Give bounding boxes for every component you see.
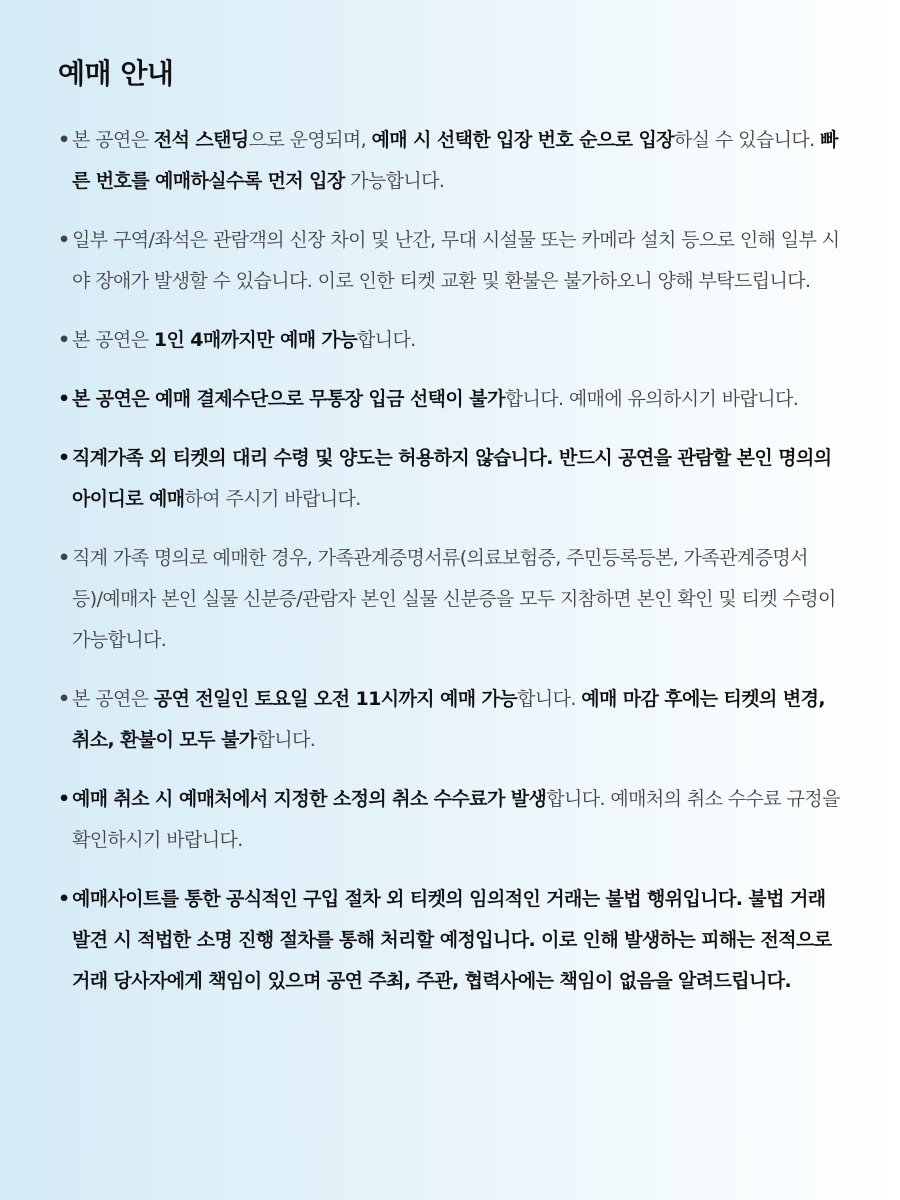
notice-item	[58, 679, 840, 761]
emphasized-text: 전석 스탠딩	[153, 129, 249, 151]
notice-item	[58, 779, 840, 861]
emphasized-text: 1인 4매까지만 예매 가능	[153, 329, 357, 351]
notice-title: 예매 안내	[58, 57, 174, 90]
notice-list	[58, 120, 840, 1002]
notice-text: 하여 주시기 바랍니다.	[184, 488, 361, 510]
bullet-icon: •	[58, 788, 70, 810]
notice-text: 본 공연은	[72, 329, 154, 351]
emphasized-text: 예매 마감 후에는 티켓의 변경, 취소, 환불이 모두 불가	[72, 688, 825, 751]
notice-text: 본 공연은	[72, 129, 154, 151]
notice-item	[58, 220, 840, 302]
emphasized-text: 본 공연은 예매 결제수단으로 무통장 입금 선택이 불가	[72, 388, 505, 410]
notice-text: 합니다.	[356, 329, 416, 351]
notice-item	[58, 379, 840, 420]
emphasized-text: 예매 취소 시 예매처에서 지정한 소정의 취소 수수료가 발생	[72, 788, 547, 810]
notice-item	[58, 538, 840, 661]
notice-text: 으로 운영되며,	[248, 129, 372, 151]
notice-text: 가능합니다.	[344, 170, 445, 192]
bullet-icon: •	[58, 329, 70, 351]
bullet-icon: •	[58, 688, 70, 710]
bullet-icon: •	[58, 547, 70, 569]
notice-text: 하실 수 있습니다.	[673, 129, 820, 151]
emphasized-text: 직계가족 외 티켓의 대리 수령 및 양도는 허용하지 않습니다. 반드시 공연을 관람할 본인 명의의 아이디로 예매	[72, 447, 832, 510]
notice-item	[58, 320, 840, 361]
notice-text: 합니다.	[256, 729, 316, 751]
bullet-icon: •	[58, 447, 70, 469]
notice-text: 일부 구역/좌석은 관람객의 신장 차이 및 난간, 무대 시설물 또는 카메라 설치 등으로 인해 일부 시야 장애가 발생할 수 있습니다. 이로 인한 티켓 교환 및 환불은 불가하오니 양해 부탁드립니다.	[72, 229, 840, 292]
emphasized-text: 공연 전일인 토요일 오전 11시까지 예매 가능	[153, 688, 518, 710]
bullet-icon: •	[58, 388, 70, 410]
notice-text: 본 공연은	[72, 688, 154, 710]
emphasized-text: 예매 시 선택한 입장 번호 순으로 입장	[371, 129, 674, 151]
notice-item	[58, 879, 840, 1002]
notice-item	[58, 120, 840, 202]
bullet-icon: •	[58, 229, 70, 251]
notice-text: 직계 가족 명의로 예매한 경우, 가족관계증명서류(의료보험증, 주민등록등본, 가족관계증명서 등)/예매자 본인 실물 신분증/관람자 본인 실물 신분증을 모두 지참하면 본인 확인 및 티켓 수령이 가능합니다.	[72, 547, 836, 651]
notice-text: 합니다. 예매에 유의하시기 바랍니다.	[504, 388, 799, 410]
emphasized-text: 빠른 번호를 예매하실수록 먼저 입장	[72, 129, 838, 192]
notice-item	[58, 438, 840, 520]
bullet-icon: •	[58, 888, 70, 910]
notice-text: 합니다.	[517, 688, 582, 710]
notice-text: 합니다. 예매처의 취소 수수료 규정을 확인하시기 바랍니다.	[72, 788, 840, 851]
emphasized-text: 예매사이트를 통한 공식적인 구입 절차 외 티켓의 임의적인 거래는 불법 행위입니다. 불법 거래 발견 시 적법한 소명 진행 절차를 통해 처리할 예정입니다. 이로 인해 발생하는 피해는 전적으로 거래 당사자에게 책임이 있으며 공연 주최, 주관, 협력사에는 책임이 없음을 알려드립니다.	[72, 888, 832, 992]
bullet-icon: •	[58, 129, 70, 151]
